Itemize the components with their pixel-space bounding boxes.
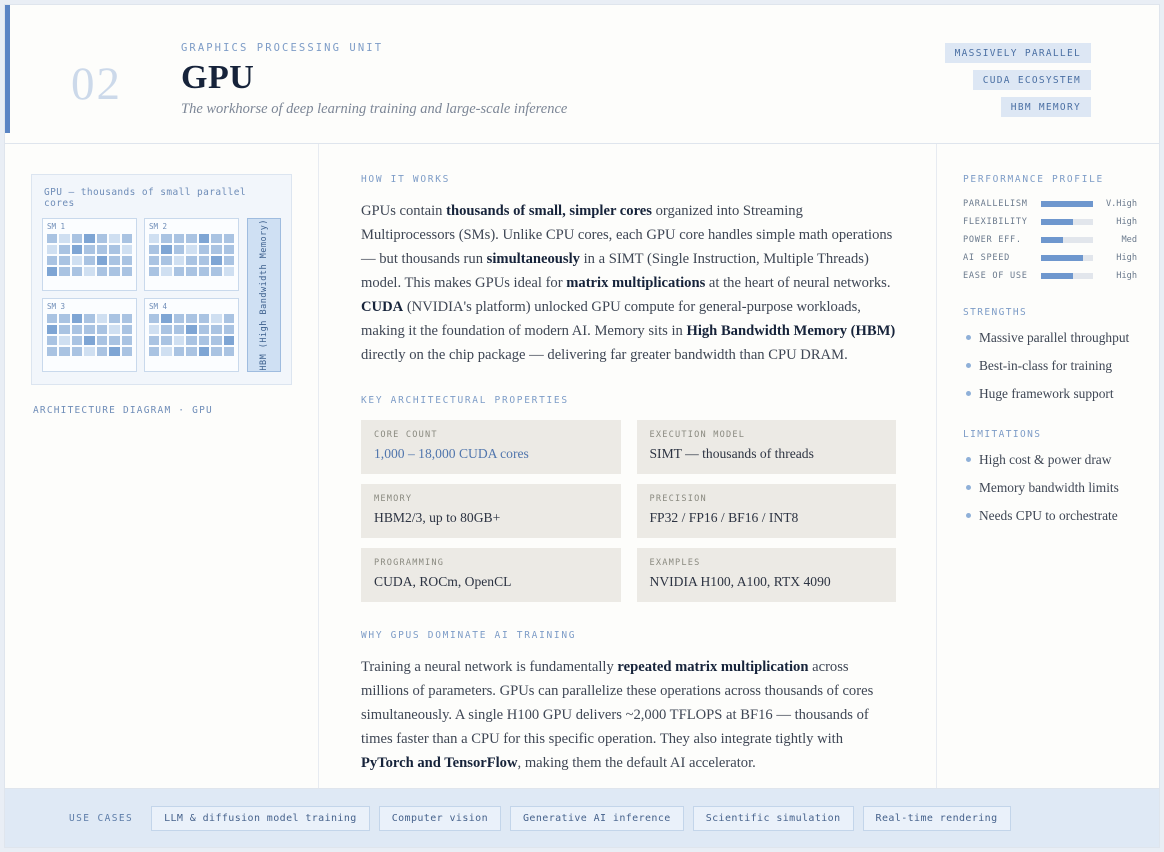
list-item [963, 384, 1137, 403]
page-header [5, 5, 1159, 144]
list-item [963, 506, 1137, 525]
diagram-caption: ARCHITECTURE DIAGRAM · GPU [33, 404, 213, 416]
sm-label: SM 3 [47, 302, 66, 312]
metric-value: High [1116, 217, 1137, 227]
list-item-label: Best-in-class for training [979, 358, 1113, 373]
performance-metric [963, 271, 1137, 281]
header-tag-list [945, 43, 1091, 117]
properties-heading: KEY ARCHITECTURAL PROPERTIES [361, 395, 569, 406]
diagram-column [5, 144, 319, 788]
sidebar-column [937, 144, 1159, 788]
list-item-label: Huge framework support [979, 386, 1114, 401]
property-label: CORE COUNT [374, 430, 438, 440]
main-content-column [319, 144, 937, 788]
bullet-icon [966, 363, 971, 368]
list-item [963, 450, 1137, 469]
diagram-title: GPU — thousands of small parallel cores [44, 187, 246, 209]
property-value: FP32 / FP16 / BF16 / INT8 [649, 510, 799, 525]
why-paragraph: Training a neural network is fundamentally repeated matrix multiplication across millions of parameters. GPUs can parallelize these operations across thousands of cores simultaneously. A single H100 GPU delivers ~2,000 TFLOPS at BF16 — thousands of times faster than a CPU for this specific operation. They also integrate tightly with PyTorch and TensorFlow, making them the default AI accelerator. [361, 659, 874, 771]
use-case-chip[interactable]: Computer vision [379, 806, 501, 831]
metric-name: AI SPEED [963, 253, 1010, 263]
bullet-icon [966, 391, 971, 396]
list-item [963, 356, 1137, 375]
metric-value: High [1116, 253, 1137, 263]
architecture-diagram [31, 174, 292, 385]
property-card [361, 420, 621, 474]
bullet-icon [966, 513, 971, 518]
performance-metric [963, 253, 1137, 263]
header-accent-bar [5, 5, 10, 133]
performance-metric [963, 235, 1137, 245]
document-page [4, 4, 1160, 848]
list-item-label: Memory bandwidth limits [979, 480, 1119, 495]
list-item-label: Needs CPU to orchestrate [979, 508, 1118, 523]
property-card [361, 484, 621, 538]
header-tag: CUDA ECOSYSTEM [973, 70, 1091, 90]
property-card [637, 484, 897, 538]
hbm-label: HBM (High Bandwidth Memory) [259, 219, 269, 371]
core-grid [149, 314, 234, 356]
bullet-icon [966, 485, 971, 490]
metric-value: High [1116, 271, 1137, 281]
sm-block [42, 298, 137, 371]
metric-bar [1041, 237, 1093, 243]
property-card [637, 548, 897, 602]
use-cases-footer [5, 789, 1159, 847]
list-item-label: High cost & power draw [979, 452, 1112, 467]
metric-bar-fill [1041, 273, 1073, 279]
use-case-chip[interactable]: Scientific simulation [693, 806, 854, 831]
properties-grid [361, 420, 896, 602]
why-heading: WHY GPUS DOMINATE AI TRAINING [361, 630, 577, 641]
section-number: 02 [71, 58, 122, 110]
sm-label: SM 1 [47, 222, 66, 231]
sm-label: SM 4 [149, 302, 168, 312]
metric-bar-fill [1041, 237, 1063, 243]
use-case-chip[interactable]: Generative AI inference [510, 806, 684, 831]
metric-bar [1041, 273, 1093, 279]
page-title: GPU [181, 59, 255, 96]
property-card [361, 548, 621, 602]
metric-name: EASE OF USE [963, 271, 1028, 281]
sm-grid [42, 218, 239, 372]
limitations-heading: LIMITATIONS [963, 429, 1042, 440]
metric-bar-fill [1041, 255, 1083, 261]
sm-label: SM 2 [149, 222, 168, 231]
list-item-label: Massive parallel throughput [979, 330, 1130, 345]
how-it-works-paragraph: GPUs contain thousands of small, simpler cores organized into Streaming Multiprocessors (SMs). Unlike CPU cores, each GPU core handles simple math operations — but thousands run simultaneously in a SIMT (Single Instruction, Multiple Threads) model. This makes GPUs ideal for matrix multiplications at the heart of neural networks. CUDA (NVIDIA's platform) unlocked GPU compute for general-purpose workloads, making it the foundation of modern AI. Memory sits in High Bandwidth Memory (HBM) directly on the chip package — delivering far greater bandwidth than CPU DRAM. [361, 203, 896, 363]
metric-value: V.High [1105, 199, 1137, 209]
metric-value: Med [1121, 235, 1137, 245]
metric-bar [1041, 219, 1093, 225]
list-item [963, 478, 1137, 497]
use-case-chip-list [151, 806, 1010, 831]
performance-heading: PERFORMANCE PROFILE [963, 174, 1104, 185]
strengths-heading: STRENGTHS [963, 307, 1028, 318]
header-tag: MASSIVELY PARALLEL [945, 43, 1091, 63]
property-label: MEMORY [374, 494, 413, 504]
property-label: EXAMPLES [649, 558, 701, 568]
core-grid [149, 234, 234, 276]
property-label: PRECISION [649, 494, 707, 504]
header-tag: HBM MEMORY [1001, 97, 1091, 117]
performance-metric [963, 217, 1137, 227]
core-grid [47, 234, 132, 276]
use-case-chip[interactable]: LLM & diffusion model training [151, 806, 370, 831]
metric-name: PARALLELISM [963, 199, 1028, 209]
metric-name: FLEXIBILITY [963, 217, 1028, 227]
use-cases-label: USE CASES [69, 812, 134, 824]
property-value: NVIDIA H100, A100, RTX 4090 [649, 574, 831, 589]
property-label: EXECUTION MODEL [649, 430, 746, 440]
bullet-icon [966, 335, 971, 340]
bullet-icon [966, 457, 971, 462]
header-kicker: GRAPHICS PROCESSING UNIT [181, 42, 384, 54]
sm-block [42, 218, 137, 291]
metric-bar [1041, 201, 1093, 207]
use-case-chip[interactable]: Real-time rendering [863, 806, 1011, 831]
page-subtitle: The workhorse of deep learning training and large-scale inference [181, 101, 568, 117]
hbm-memory-block [247, 218, 281, 372]
performance-metric [963, 199, 1137, 209]
property-label: PROGRAMMING [374, 558, 445, 568]
metric-name: POWER EFF. [963, 235, 1022, 245]
property-value: SIMT — thousands of threads [649, 446, 814, 461]
property-value: 1,000 – 18,000 CUDA cores [374, 446, 529, 461]
core-grid [47, 314, 132, 356]
page-body [5, 144, 1159, 789]
metric-bar-fill [1041, 219, 1073, 225]
metric-bar [1041, 255, 1093, 261]
sm-block [144, 298, 239, 371]
metric-bar-fill [1041, 201, 1093, 207]
property-value: HBM2/3, up to 80GB+ [374, 510, 501, 525]
property-card [637, 420, 897, 474]
sm-block [144, 218, 239, 291]
property-value: CUDA, ROCm, OpenCL [374, 574, 512, 589]
diagram-body [42, 218, 281, 372]
how-it-works-heading: HOW IT WORKS [361, 174, 451, 185]
list-item [963, 328, 1137, 347]
